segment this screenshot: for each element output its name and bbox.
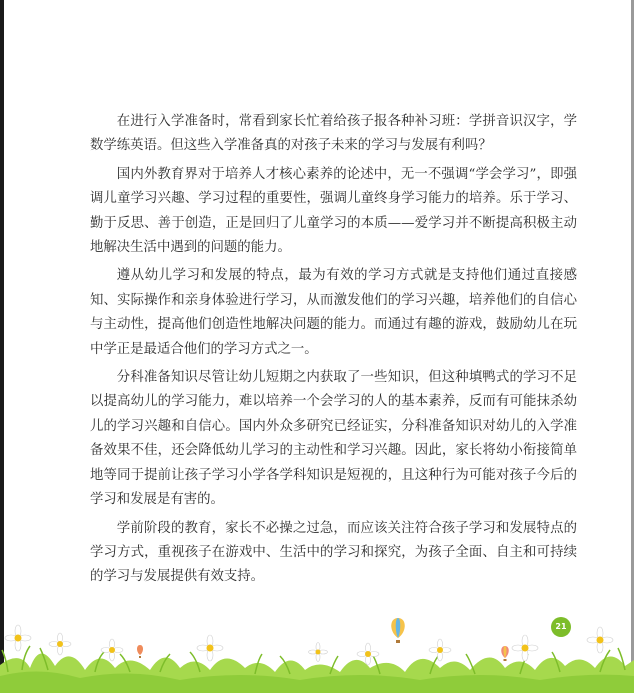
article-body [90, 110, 577, 594]
hot-air-balloon-icon [391, 618, 405, 643]
paragraph: 在进行入学准备时，常看到家长忙着给孩子报各种补习班：学拼音识汉字，学数学练英语。但这些入学准备真的对孩子未来的学习与发展有利吗？ [90, 114, 577, 154]
daisy-icon [587, 627, 613, 653]
paragraph: 遵从幼儿学习和发展的特点，最为有效的学习方式就是支持他们通过直接感知、实际操作和亲身体验进行学习，从而激发他们的学习兴趣，培养他们的自信心与主动性，提高他们创造性地解决问题的能力。而通过有趣的游戏，鼓励幼儿在玩中学正是最适合他们的学习方式之一。 [90, 268, 577, 357]
hot-air-balloon-icon [501, 646, 509, 661]
daisy-icon [309, 643, 328, 662]
paragraph: 分科准备知识尽管让幼儿短期之内获取了一些知识，但这种填鸭式的学习不足以提高幼儿的学习能力，难以培养一个会学习的人的基本素养，反而有可能抹杀幼儿的学习兴趣和自信心。国内外众多研究已经证实，分科准备知识对幼儿的入学准备效果不佳，还会降低幼儿学习的主动性和学习兴趣。因此，家长将幼小衔接简单地等同于提前让孩子学习小学各学科知识是短视的，且这种行为可能对孩子今后的学习和发展是有害的。 [90, 370, 577, 508]
daisy-icon [101, 639, 123, 661]
paragraph: 国内外教育界对于培养人才核心素养的论述中，无一不强调“学会学习”，即强调儿童学习兴趣、学习过程的重要性，强调儿童终身学习能力的培养。乐于学习、勤于反思、善于创造，正是回归了儿童学习的本质——爱学习并不断提高积极主动地解决生活中遇到的问题的能力。 [90, 166, 577, 256]
hot-air-balloon-icon [137, 645, 143, 658]
paragraph: 学前阶段的教育，家长不必操之过急，而应该关注符合孩子学习和发展特点的学习方式，重视孩子在游戏中、生活中的学习和探究，为孩子全面、自主和可持续的学习与发展提供有效支持。 [90, 520, 577, 585]
daisy-icon [5, 625, 31, 651]
daisy-icon [512, 635, 538, 661]
page-left-edge [0, 0, 4, 693]
daisy-icon [197, 635, 223, 661]
page-number: 21 [551, 617, 571, 637]
grass-border [0, 610, 634, 693]
daisy-icon [429, 639, 451, 661]
daisy-icon [49, 633, 71, 655]
